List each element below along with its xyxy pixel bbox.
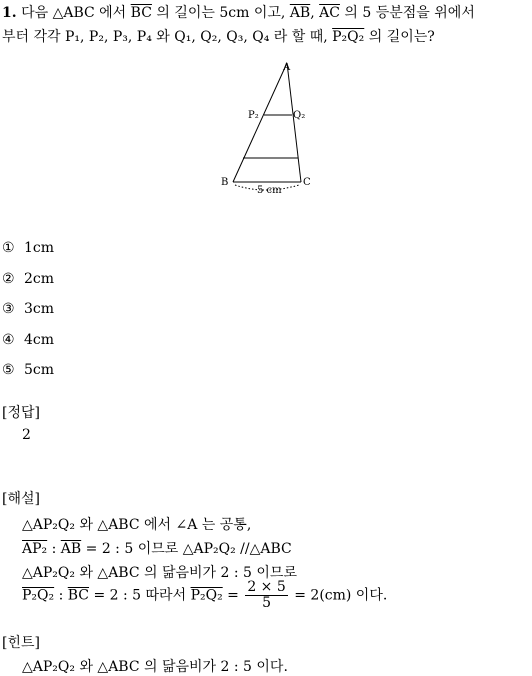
choice-1[interactable] [2,240,54,256]
fraction [245,580,287,611]
hint-heading: [힌트] [2,635,40,651]
segment-p2q2: P₂Q₂ [332,29,365,45]
explanation-line-2 [22,538,292,558]
label-b: B [221,177,229,188]
segment-p2q2-2: P₂Q₂ [22,587,55,604]
segment-ab: $\overline{AB}$ [289,5,311,21]
segment-ap2: AP₂ [22,541,48,557]
choice-1-mark: ① [2,240,15,256]
question-text-2: 의 길이는 5cm 이고, [151,5,290,21]
segment-ab-2: $\overline{AB}$ [60,541,82,557]
fraction-denominator: 5 [262,595,272,611]
choice-2-text: 2cm [24,271,55,287]
segment-bc: $\overline{BC}$ [130,5,152,21]
choice-3[interactable] [2,301,54,317]
question-number: 1. [2,5,17,21]
choice-2-mark: ② [2,271,15,287]
choice-5[interactable] [2,362,54,378]
choice-5-mark: ⑤ [2,362,15,378]
answer-heading: [정답] [2,405,40,421]
choice-4-text: 4cm [24,332,55,348]
explanation-l2-b: : [47,541,61,557]
question-text-5: 의 길이는? [364,29,435,45]
label-q2: Q₂ [293,110,306,121]
label-c: C [303,177,311,188]
question-text-3: 의 5 등분점을 위에서 [339,5,475,21]
explanation-l4-g: = 2(cm) 이다. [289,587,388,604]
segment-bc-2: $\overline{BC}$ [67,587,90,604]
side-ab [233,63,287,182]
choice-5-text: 5cm [24,362,55,378]
choice-4[interactable] [2,332,54,348]
label-bc-length: 5 cm [257,185,282,195]
choice-2[interactable] [2,271,54,287]
choice-3-mark: ③ [2,301,15,317]
question-text-4: 부터 각각 P₁, P₂, P₃, P₄ 와 Q₁, Q₂, Q₃, Q₄ 라 할 때, [2,29,333,45]
explanation-l2-d: = 2 : 5 이므로 △AP₂Q₂ //△ABC [81,541,292,557]
choice-1-text: 1cm [24,240,55,256]
fraction-numerator: 2 × 5 [247,579,286,595]
explanation-line-4 [22,580,387,611]
explanation-l4-b: : [54,587,68,604]
question-text-1: 다음 △ABC 에서 [21,5,131,21]
explanation-line-3: △AP₂Q₂ 와 △ABC 의 닮음비가 2 : 5 이므로 [22,565,297,581]
explanation-l4-d: = 2 : 5 따라서 [89,587,191,604]
question-line-2 [2,26,435,46]
answer-value: 2 [22,427,31,443]
triangle-figure [215,55,325,195]
label-p2: P₂ [248,110,259,121]
explanation-l4-f: = [222,587,244,604]
explanation-line-1: △AP₂Q₂ 와 △ABC 에서 ∠A 는 공통, [22,517,252,533]
question-line-1 [2,2,475,22]
segment-ac: $\overline{AC}$ [319,5,340,21]
hint-line-1: △AP₂Q₂ 와 △ABC 의 닮음비가 2 : 5 이다. [22,659,288,675]
explanation-heading: [해설] [2,491,40,507]
segment-p2q2-3: P₂Q₂ [190,587,223,604]
label-a: A [283,62,291,73]
choice-4-mark: ④ [2,332,15,348]
question-sep: , [310,5,320,21]
side-ac [287,63,301,182]
choice-3-text: 3cm [24,301,55,317]
